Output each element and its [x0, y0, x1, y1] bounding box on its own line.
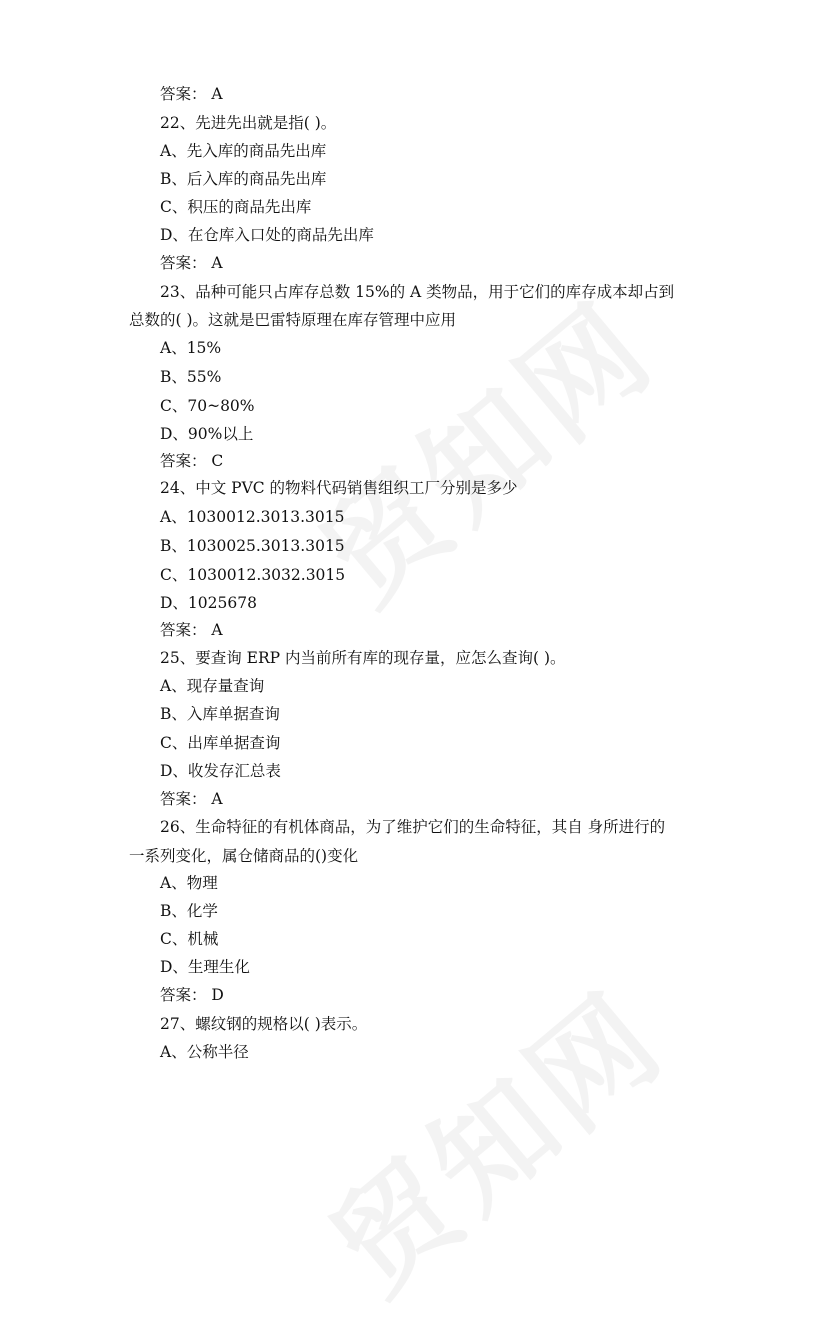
option-line: B、后入库的商品先出库 — [160, 170, 327, 188]
option-line: B、55% — [160, 368, 222, 386]
answer-line: 答案： A — [160, 85, 223, 103]
option-line: C、积压的商品先出库 — [160, 198, 312, 216]
option-line: D、90%以上 — [160, 425, 254, 443]
option-line: D、收发存汇总表 — [160, 762, 281, 780]
answer-line: 答案： A — [160, 790, 223, 808]
option-line: B、化学 — [160, 902, 218, 920]
question-26-continued: 一系列变化，属仓储商品的()变化 — [129, 847, 359, 865]
option-line: B、入库单据查询 — [160, 705, 280, 723]
option-line: C、1030012.3032.3015 — [160, 566, 346, 584]
question-25: 25、要查询 ERP 内当前所有库的现存量，应怎么查询( )。 — [160, 649, 566, 667]
question-26: 26、生命特征的有机体商品，为了维护它们的生命特征，其自 身所进行的 — [160, 818, 666, 836]
question-27: 27、螺纹钢的规格以( )表示。 — [160, 1015, 368, 1033]
option-line: C、机械 — [160, 930, 219, 948]
option-line: A、15% — [160, 339, 222, 357]
question-23-continued: 总数的( )。这就是巴雷特原理在库存管理中应用 — [129, 311, 457, 329]
question-24: 24、中文 PVC 的物料代码销售组织工厂分别是多少 — [160, 479, 518, 497]
option-line: A、公称半径 — [160, 1043, 249, 1061]
answer-line: 答案： A — [160, 254, 223, 272]
option-line: D、在仓库入口处的商品先出库 — [160, 226, 374, 244]
option-line: D、1025678 — [160, 594, 257, 612]
option-line: A、先入库的商品先出库 — [160, 142, 327, 160]
option-line: A、现存量查询 — [160, 677, 265, 695]
option-line: D、生理生化 — [160, 958, 250, 976]
option-line: A、物理 — [160, 874, 218, 892]
watermark — [290, 947, 695, 1325]
answer-line: 答案： A — [160, 621, 223, 639]
option-line: C、出库单据查询 — [160, 734, 281, 752]
answer-line: 答案： C — [160, 452, 224, 470]
option-line: A、1030012.3013.3015 — [160, 508, 345, 526]
question-22: 22、先进先出就是指( )。 — [160, 114, 337, 132]
option-line: C、70~80% — [160, 397, 255, 415]
answer-line: 答案： D — [160, 986, 224, 1004]
question-23: 23、品种可能只占库存总数 15%的 A 类物品，用于它们的库存成本却占到 — [160, 283, 675, 301]
option-line: B、1030025.3013.3015 — [160, 537, 345, 555]
